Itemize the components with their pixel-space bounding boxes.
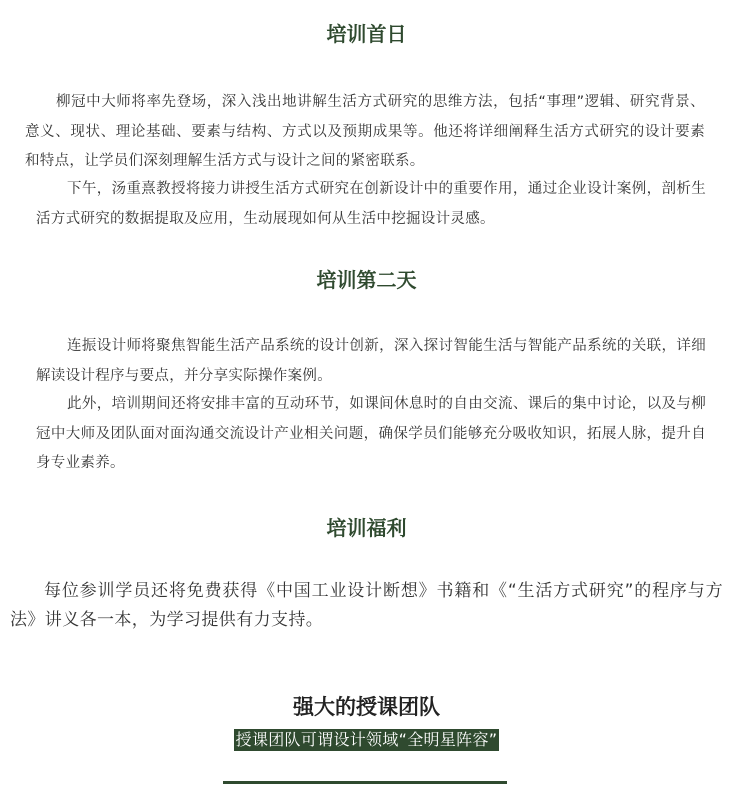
section-divider <box>223 781 507 784</box>
team-title: 强大的授课团队 <box>293 695 440 719</box>
day2-paragraph-1: 连振设计师将聚焦智能生活产品系统的设计创新，深入探讨智能生活与智能产品系统的关联，详细解读设计程序与要点，并分享实际操作案例。 <box>36 338 706 384</box>
team-subtitle-highlight: 授课团队可谓设计领域“全明星阵容” <box>235 730 498 749</box>
day1-paragraph-2: 下午，汤重熹教授将接力讲授生活方式研究在创新设计中的重要作用，通过企业设计案例，剖析生活方式研究的数据提取及应用，生动展现如何从生活中挖掘设计灵感。 <box>36 181 706 227</box>
benefits-heading: 培训福利 <box>326 516 407 540</box>
day2-heading: 培训第二天 <box>316 268 417 292</box>
day2-paragraph-2: 此外，培训期间还将安排丰富的互动环节，如课间休息时的自由交流、课后的集中讨论，以及与柳冠中大师及团队面对面沟通交流设计产业相关问题，确保学员们能够充分吸收知识，拓展人脉，提升自身专业素养。 <box>36 396 706 471</box>
day1-paragraph-1: 柳冠中大师将率先登场，深入浅出地讲解生活方式研究的思维方法，包括“事理”逻辑、研究背景、意义、现状、理论基础、要素与结构、方式以及预期成果等。他还将详细阐释生活方式研究的设计要素和特点，让学员们深刻理解生活方式与设计之间的紧密联系。 <box>25 94 705 169</box>
benefits-paragraph: 每位参训学员还将免费获得《中国工业设计断想》书籍和《“生活方式研究”的程序与方法》讲义各一本，为学习提供有力支持。 <box>10 581 723 630</box>
team-subtitle-wrapper <box>0 729 733 751</box>
day1-heading: 培训首日 <box>326 22 407 46</box>
